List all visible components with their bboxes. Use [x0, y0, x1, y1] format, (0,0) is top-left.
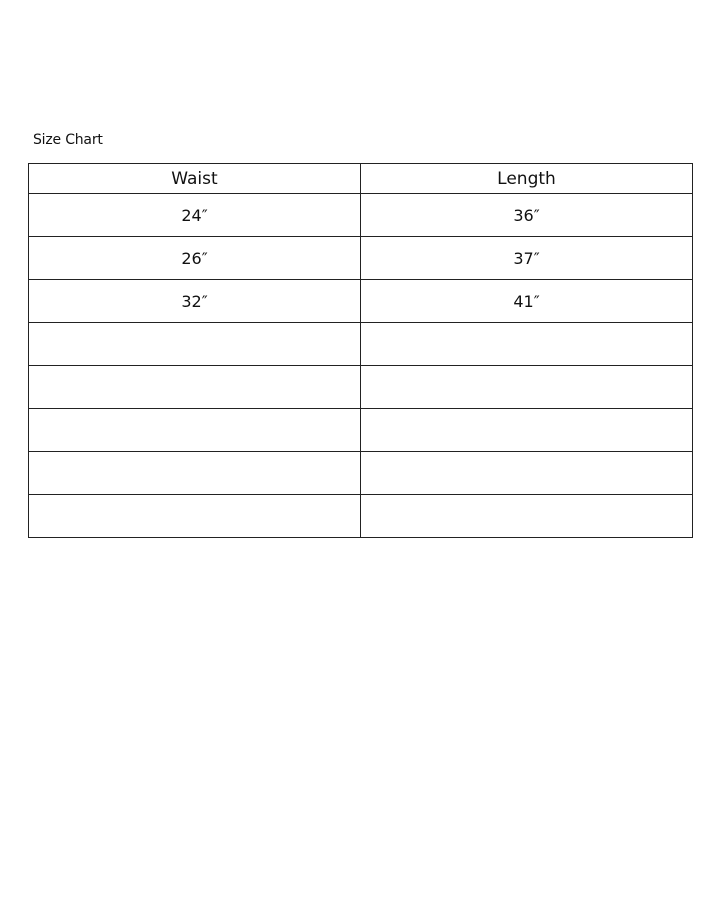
table-header-row: [29, 164, 693, 194]
waist-cell: [29, 194, 361, 237]
table-row: [29, 366, 693, 409]
waist-cell: [29, 495, 361, 538]
length-cell: [361, 194, 693, 237]
size-chart-table: [28, 163, 693, 538]
header-length: Length: [361, 164, 693, 194]
length-cell: [361, 366, 693, 409]
waist-value: 24″: [181, 205, 208, 225]
table-row: [29, 237, 693, 280]
length-cell: [361, 452, 693, 495]
waist-value: 26″: [181, 248, 208, 268]
waist-cell: [29, 323, 361, 366]
waist-cell: [29, 452, 361, 495]
length-cell: [361, 237, 693, 280]
length-cell: [361, 323, 693, 366]
length-value: 36″: [513, 205, 540, 225]
length-cell: [361, 409, 693, 452]
table-row: [29, 194, 693, 237]
header-waist: Waist: [29, 164, 361, 194]
length-value: 41″: [513, 291, 540, 311]
table-row: [29, 323, 693, 366]
table-row: [29, 452, 693, 495]
table-row: [29, 409, 693, 452]
table-row: [29, 495, 693, 538]
waist-cell: [29, 280, 361, 323]
length-value: 37″: [513, 248, 540, 268]
waist-cell: [29, 366, 361, 409]
waist-value: 32″: [181, 291, 208, 311]
page-title: Size Chart: [33, 132, 103, 148]
waist-cell: [29, 237, 361, 280]
waist-cell: [29, 409, 361, 452]
length-cell: [361, 495, 693, 538]
length-cell: [361, 280, 693, 323]
table-row: [29, 280, 693, 323]
